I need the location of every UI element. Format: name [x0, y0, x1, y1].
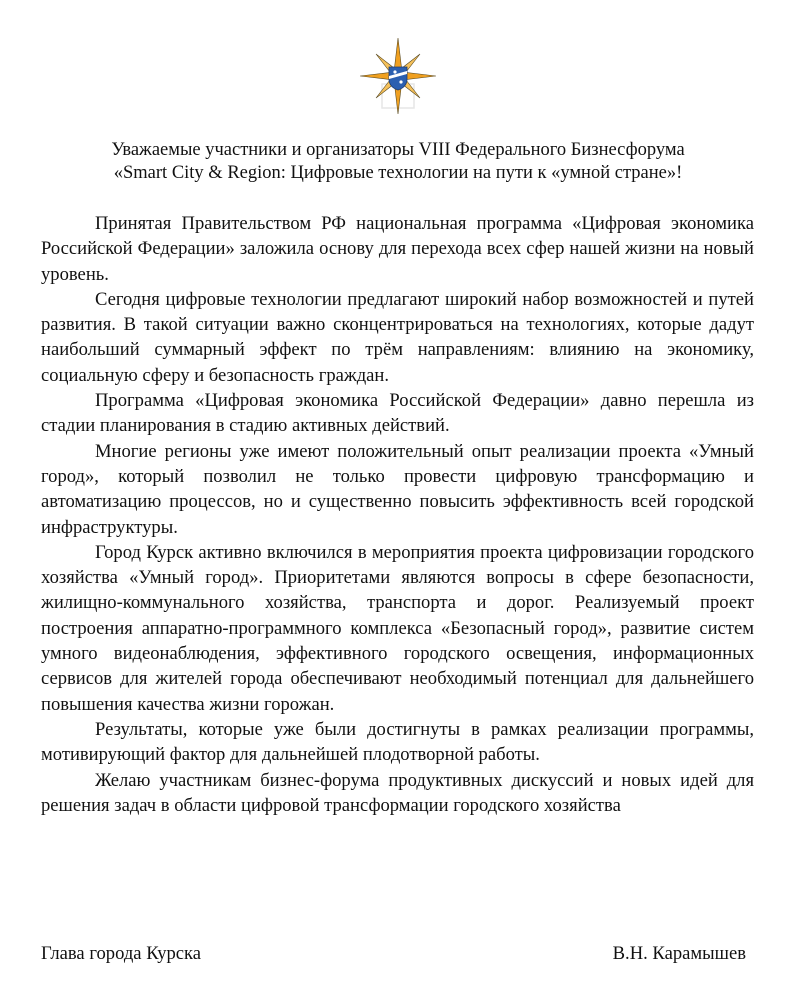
paragraph: Сегодня цифровые технологии предлагают широкий набор возможностей и путей развития. В такой ситуации важно сконцентрироваться на технологиях, которые дадут наибольший суммарный эффект по трём направлениям: влиянию на экономику, социальную сферу и безопасность граждан.: [41, 288, 754, 386]
emblem-icon: [360, 38, 436, 114]
paragraph: Программа «Цифровая экономика Российской Федерации» давно перешла из стадии планирования в стадию активных действий.: [41, 390, 754, 437]
paragraph: Желаю участникам бизнес-форума продуктивных дискуссий и новых идей для решения задач в области цифровой трансформации городского хозяйства: [41, 769, 754, 816]
paragraph: Город Курск активно включился в мероприятия проекта цифровизации городского хозяйства «Умный город». Приоритетами являются вопросы в сфере безопасности, жилищно-коммунального хозяйства, транспорта и дорог. Реализуемый проект построения аппаратно-программного комплекса «Безопасный город», развитие систем умного видеонаблюдения, эффективного городского освещения, информационных сервисов для жителей города обеспечивают необходимый потенциал для дальнейшего повышения качества жизни горожан.: [41, 541, 754, 715]
heading-line: «Smart City & Region: Цифровые технологии на пути к «умной стране»!: [113, 163, 683, 183]
letter-body: [41, 211, 754, 818]
paragraph: Принятая Правительством РФ национальная программа «Цифровая экономика Российской Федерации» заложила основу для перехода всех сфер нашей жизни на новый уровень.: [41, 213, 754, 285]
paragraph: Многие регионы уже имеют положительный опыт реализации проекта «Умный город», который позволил не только провести цифровую трансформацию и автоматизацию процессов, но и существенно повысить эффективность всей городской инфраструктуры.: [41, 440, 754, 538]
signature-position: Глава города Курска: [41, 943, 202, 964]
signature-name: В.Н. Карамышев: [612, 943, 746, 964]
paragraph: Результаты, которые уже были достигнуты в рамках реализации программы, мотивирующий фактор для дальнейшей плодотворной работы.: [41, 718, 754, 766]
heading-line: Уважаемые участники и организаторы VIII Федерального Бизнесфорума: [111, 140, 685, 160]
document-heading: [40, 139, 756, 185]
